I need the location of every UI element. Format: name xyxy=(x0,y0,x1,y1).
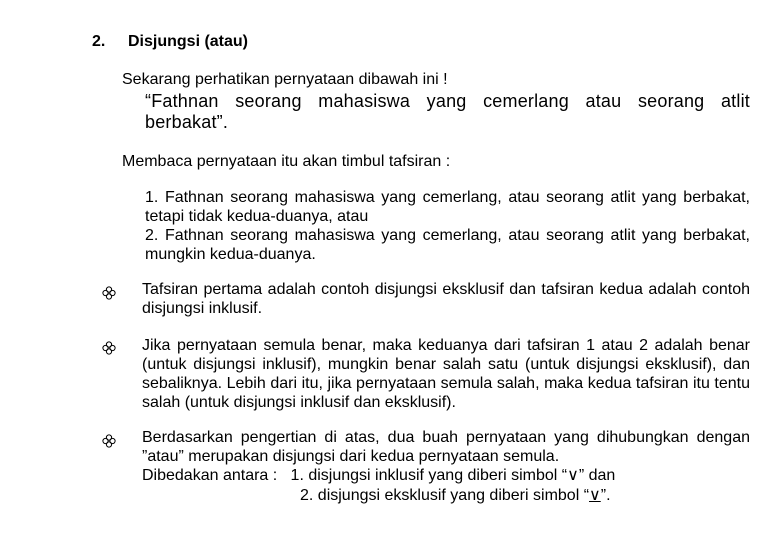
distinction-item-1-prefix: 1. disjungsi inklusif yang diberi simbol “ xyxy=(290,467,568,484)
exclusive-or-symbol: ∨ xyxy=(589,487,601,504)
intro-text: Sekarang perhatikan pernyataan dibawah ini ! xyxy=(122,71,448,88)
distinction-line-1 xyxy=(142,466,615,485)
quote-statement: “Fathnan seorang mahasiswa yang cemerlang atau seorang atlit berbakat”. xyxy=(145,91,750,132)
interpretation-intro: Membaca pernyataan itu akan timbul tafsiran : xyxy=(122,153,451,170)
interpretation-1: 1. Fathnan seorang mahasiswa yang cemerlang, atau seorang atlit yang berbakat, tetapi tidak kedua-duanya, atau xyxy=(145,189,750,225)
bullet-paragraph-1: Tafsiran pertama adalah contoh disjungsi eksklusif dan tafsiran kedua adalah contoh disjungsi inklusif. xyxy=(142,281,750,317)
distinction-item-2-prefix: 2. disjungsi eksklusif yang diberi simbol “ xyxy=(300,487,590,504)
bullet-paragraph-3: Berdasarkan pengertian di atas, dua buah pernyataan yang dihubungkan dengan ”atau” merupakan disjungsi dari kedua pernyataan semula. xyxy=(142,429,750,465)
bullet-paragraph-2: Jika pernyataan semula benar, maka keduanya dari tafsiran 1 atau 2 adalah benar (untuk disjungsi inklusif), mungkin benar salah satu (untuk disjungsi eksklusif), dan sebaliknya. Lebih dari itu, jika pernyataan semula salah, maka kedua tafsiran itu tentu salah (untuk disjungsi inklusif dan eksklusif). xyxy=(142,337,750,411)
flower-bullet-icon xyxy=(102,286,116,300)
distinction-item-2-suffix: ”. xyxy=(600,487,611,504)
distinction-prefix: Dibedakan antara : xyxy=(142,467,278,484)
flower-bullet-icon xyxy=(102,341,116,355)
interpretation-2: 2. Fathnan seorang mahasiswa yang cemerlang, atau seorang atlit yang berbakat, mungkin kedua-duanya. xyxy=(145,227,750,263)
flower-bullet-icon xyxy=(102,434,116,448)
section-number: 2. xyxy=(92,33,106,50)
distinction-item-1-suffix: ” dan xyxy=(578,467,616,484)
section-title: Disjungsi (atau) xyxy=(128,33,249,50)
inclusive-or-symbol: ∨ xyxy=(567,467,579,484)
distinction-line-2 xyxy=(300,486,611,505)
